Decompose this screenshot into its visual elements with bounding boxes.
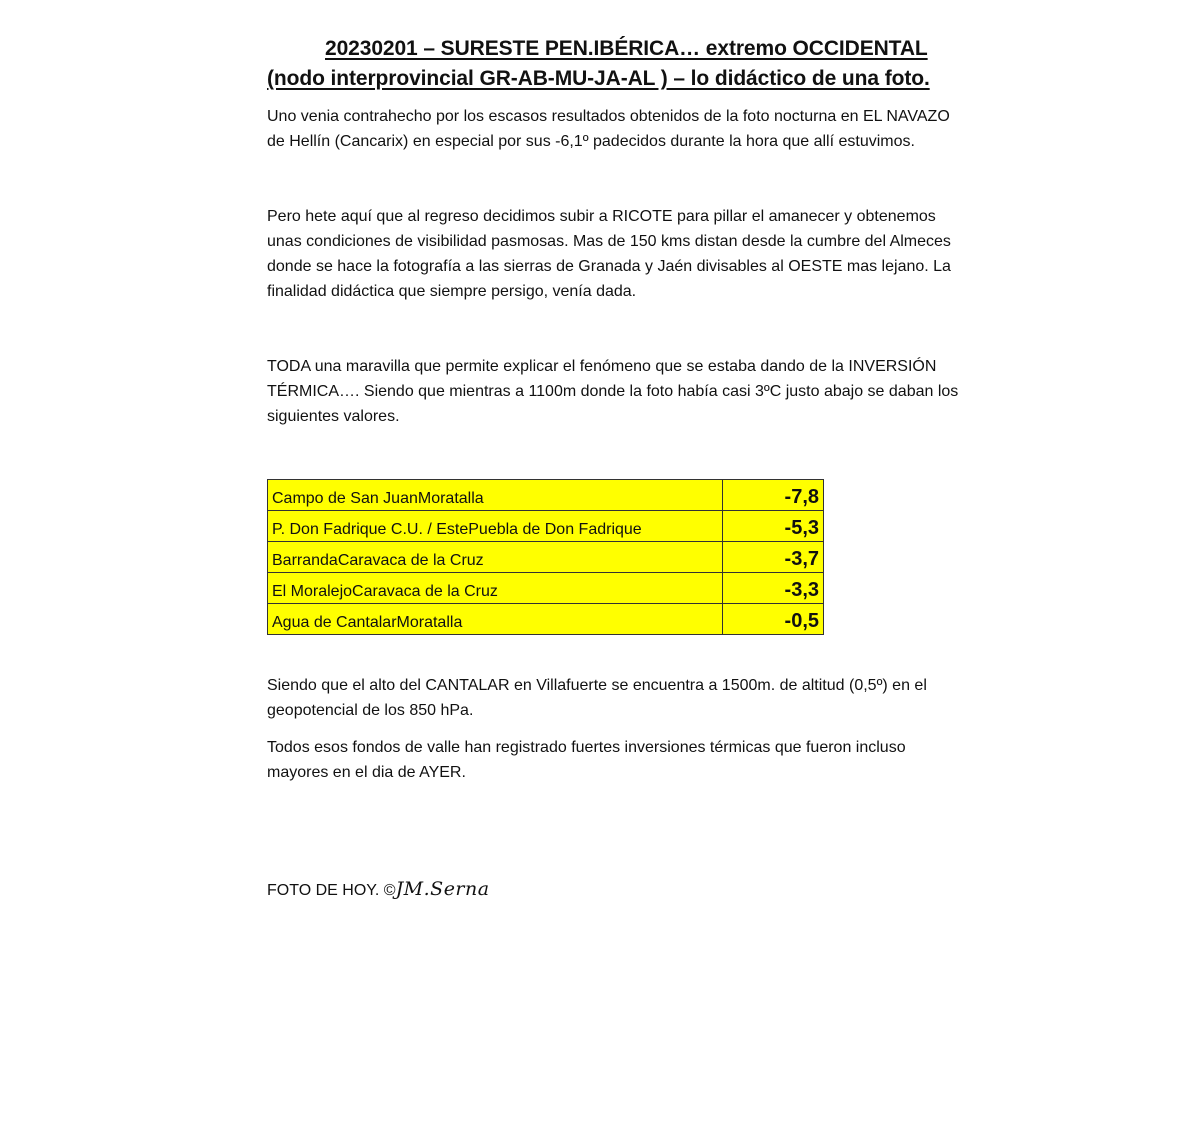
table-cell-place: Agua de CantalarMoratalla bbox=[268, 604, 723, 635]
table-cell-place: BarrandaCaravaca de la Cruz bbox=[268, 542, 723, 573]
photo-credit-label: FOTO DE HOY. © bbox=[267, 882, 396, 899]
photo-credit bbox=[267, 877, 967, 903]
paragraph-navazo: Uno venia contrahecho por los escasos resultados obtenidos de la foto nocturna en EL NAVAZO de Hellín (Cancarix) en especial por sus -6,1º padecidos durante la hora que allí estuvimos. bbox=[267, 108, 950, 150]
paragraph-fondos-valle: Todos esos fondos de valle han registrado fuertes inversiones térmicas que fueron incluso mayores en el dia de AYER. bbox=[267, 739, 906, 781]
temperature-table bbox=[267, 479, 824, 635]
table-row bbox=[268, 604, 824, 635]
table-cell-value: -3,7 bbox=[723, 542, 824, 573]
table-cell-value: -7,8 bbox=[723, 480, 824, 511]
table-cell-value: -3,3 bbox=[723, 573, 824, 604]
document-page bbox=[267, 34, 967, 903]
table-cell-place: P. Don Fadrique C.U. / EstePuebla de Don Fadrique bbox=[268, 511, 723, 542]
table-cell-value: -5,3 bbox=[723, 511, 824, 542]
table-cell-place: Campo de San JuanMoratalla bbox=[268, 480, 723, 511]
table-row bbox=[268, 542, 824, 573]
document-title: 20230201 – SURESTE PEN.IBÉRICA… extremo OCCIDENTAL (nodo interprovincial GR-AB-MU-JA-AL ) – lo didáctico de una foto. bbox=[267, 37, 930, 90]
paragraph-inversion: TODA una maravilla que permite explicar el fenómeno que se estaba dando de la INVERSIÓN TÉRMICA…. Siendo que mientras a 1100m donde la foto había casi 3ºC justo abajo se daban los siguientes valores. bbox=[267, 358, 959, 425]
paragraph-ricote: Pero hete aquí que al regreso decidimos subir a RICOTE para pillar el amanecer y obtenemos unas condiciones de visibilidad pasmosas. Mas de 150 kms distan desde la cumbre del Almeces donde se hace la fotografía a las sierras de Granada y Jaén divisables al OESTE mas lejano. La finalidad didáctica que siempre persigo, venía dada. bbox=[267, 208, 951, 300]
paragraph-cantalar: Siendo que el alto del CANTALAR en Villafuerte se encuentra a 1500m. de altitud (0,5º) en el geopotencial de los 850 hPa. bbox=[267, 677, 927, 719]
table-cell-place: El MoralejoCaravaca de la Cruz bbox=[268, 573, 723, 604]
table-row bbox=[268, 511, 824, 542]
table-cell-value: -0,5 bbox=[723, 604, 824, 635]
author-signature: JM.Serna bbox=[395, 878, 490, 900]
table-row bbox=[268, 573, 824, 604]
table-row bbox=[268, 480, 824, 511]
